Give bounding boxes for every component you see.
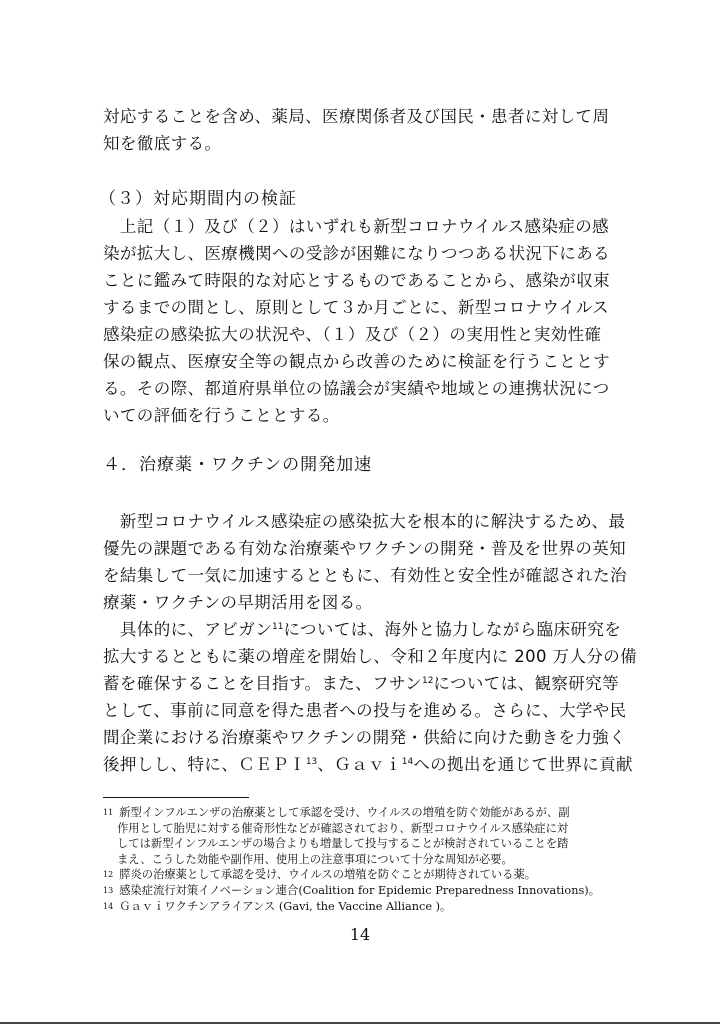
text-run: 後押しし、特に、ＣＥＰＩ xyxy=(103,755,306,774)
footnote-13 xyxy=(103,883,643,899)
section-4-line: 新型コロナウイルス感染症の感染拡大を根本的に解決するため、最 xyxy=(103,512,626,531)
section-4-line: 優先の課題である有効な治療薬やワクチンの開発・普及を世界の英知 xyxy=(103,539,627,558)
footnote-11-cont: まえ、こうした効能や副作用、使用上の注意事項について十分な周知が必要。 xyxy=(117,852,513,866)
section-4-line xyxy=(103,616,633,643)
footnote-ref-12[interactable]: 12 xyxy=(421,676,434,686)
section-4-line: を結集して一気に加速するとともに、有効性と安全性が確認された治 xyxy=(103,566,627,585)
footnote-text: Ｇａｖｉワクチンアライアンス (Gavi, the Vaccine Alliance )。 xyxy=(119,899,452,913)
section-3-line: 染が拡大し、医療機関への受診が困難になりつつある状況下にある xyxy=(103,244,610,263)
footnote-12 xyxy=(103,867,643,883)
footnote-ref-14[interactable]: 14 xyxy=(401,757,414,767)
section-4-line xyxy=(103,751,633,778)
text-run: については、観察研究等 xyxy=(433,674,619,693)
section-3-line: するまでの間とし、原則として３か月ごとに、新型コロナウイルス xyxy=(103,298,610,317)
footnote-number: 14 xyxy=(103,901,114,911)
footnote-number: 13 xyxy=(103,885,114,895)
section-3-line: いての評価を行うこととする。 xyxy=(103,406,340,425)
footnote-number: 11 xyxy=(103,808,114,817)
page-number: 14 xyxy=(349,925,371,944)
intro-line-1: 対応することを含め、薬局、医療関係者及び国民・患者に対して周 xyxy=(103,107,610,126)
text-run: への拠出を通じて世界に貢献 xyxy=(413,755,633,774)
section-4-line: 療薬・ワクチンの早期活用を図る。 xyxy=(103,593,373,612)
footnote-ref-11[interactable]: 11 xyxy=(272,622,284,632)
footnote-11-cont: しては新型インフルエンザの場合よりも増量して投与することが検討されていることを踏 xyxy=(117,837,569,851)
section-3-line: 感染症の感染拡大の状況や、（１）及び（２）の実用性と実効性確 xyxy=(103,325,602,344)
section-3-line: 上記（１）及び（２）はいずれも新型コロナウイルス感染症の感 xyxy=(103,217,610,236)
footnote-separator xyxy=(103,797,249,798)
footnote-number: 12 xyxy=(103,870,114,880)
text-run: 、Ｇａｖｉ xyxy=(317,755,402,774)
section-3-line: る。その際、都道府県単位の協議会が実績や地域との連携状況につ xyxy=(103,379,610,398)
section-3-line: ことに鑑みて時限的な対応とするものであることから、感染が収束 xyxy=(103,271,610,290)
text-run: 具体的に、アビガン xyxy=(103,620,272,639)
section-3-heading: （３）対応期間内の検証 xyxy=(99,189,297,209)
section-4-line: 拡大するとともに薬の増産を開始し、令和２年度内に 200 万人分の備 xyxy=(103,647,638,666)
intro-line-2: 知を徹底する。 xyxy=(103,134,222,153)
section-4-line: として、事前に同意を得た患者への投与を進める。さらに、大学や民 xyxy=(103,701,627,720)
footnotes xyxy=(103,805,643,914)
footnote-14 xyxy=(103,899,643,915)
footnote-11-cont: 作用として胎児に対する催奇形性などが確認されており、新型コロナウイルス感染症に対 xyxy=(117,821,569,835)
footnote-text: 膵炎の治療薬として承認を受け、ウイルスの増殖を防ぐことが期待されている薬。 xyxy=(119,868,537,882)
section-4-line: 間企業における治療薬やワクチンの開発・供給に向けた動きを力強く xyxy=(103,728,627,747)
intro-paragraph xyxy=(103,103,633,157)
footnote-ref-13[interactable]: 13 xyxy=(305,757,318,767)
section-4-paragraph-2 xyxy=(103,616,638,778)
footnote-text: 新型インフルエンザの治療薬として承認を受け、ウイルスの増殖を防ぐ効能があるが、副 xyxy=(119,806,570,819)
footnote-text: 感染症流行対策イノベーション連合(Coalition for Epidemic Preparedness Innovations)。 xyxy=(119,883,600,897)
section-3-line: 保の観点、医療安全等の観点から改善のために検証を行うこととす xyxy=(103,352,610,371)
section-4-paragraph-1 xyxy=(103,508,633,616)
section-4-heading: ４．治療薬・ワクチンの開発加速 xyxy=(103,455,373,475)
footnote-11 xyxy=(103,805,643,821)
text-run: 蓄を確保することを目指す。また、フサン xyxy=(103,674,422,693)
text-run: については、海外と協力しながら臨床研究を xyxy=(283,620,622,639)
section-4-line xyxy=(103,670,633,697)
section-3-paragraph xyxy=(103,213,633,429)
